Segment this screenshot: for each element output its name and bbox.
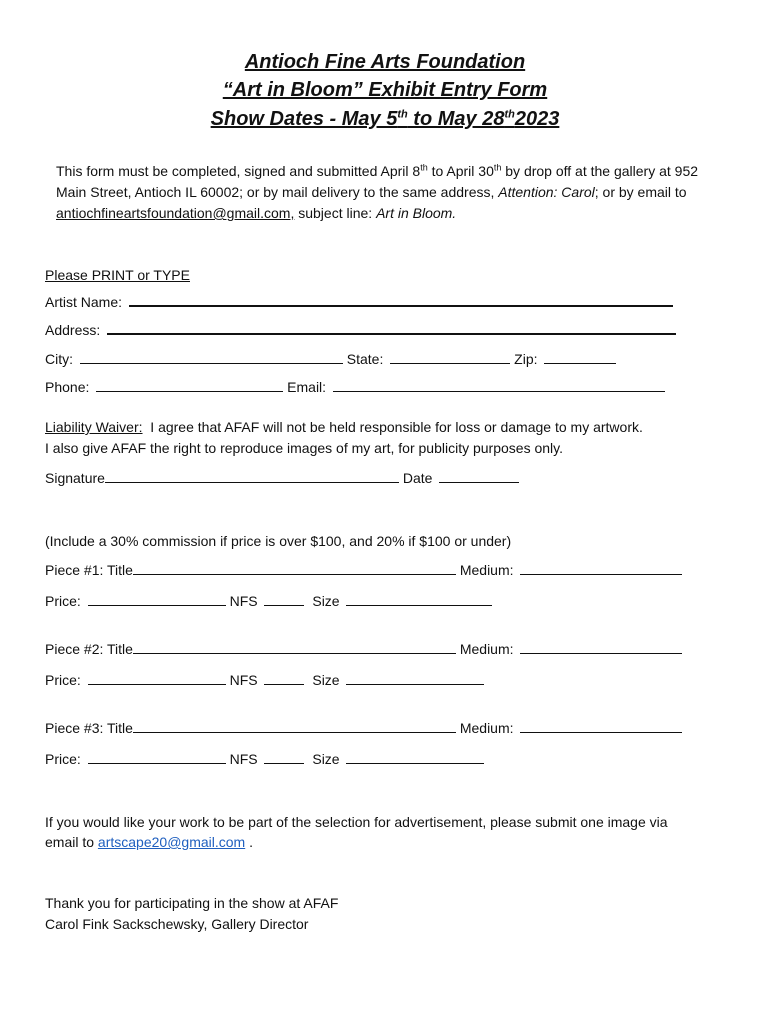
director-signoff: Carol Fink Sackschewsky, Gallery Director: [45, 916, 309, 932]
instructions-paragraph: This form must be completed, signed and submitted April 8th to April 30th by drop off at the gallery at 952 Main Street, Antioch IL 60002; or by mail delivery to the same address, Attention: Carol; or by email to antiochfineartsfoundation@gmail.com, subject line: Art in Bloom.: [56, 162, 699, 221]
piece-3-medium-field[interactable]: [520, 719, 682, 733]
advertisement-line-1: If you would like your work to be part of the selection for advertisement, please submit one image via: [45, 814, 668, 830]
waiver-line-1: Liability Waiver: I agree that AFAF will not be held responsible for loss or damage to my artwork.: [45, 419, 643, 435]
foundation-email-link[interactable]: antiochfineartsfoundation@gmail.com,: [56, 205, 295, 221]
piece-1-size-field[interactable]: [346, 592, 492, 606]
piece-3-size-field[interactable]: [346, 750, 484, 764]
signature-row: Signature Date: [45, 468, 519, 488]
date-field[interactable]: [439, 469, 519, 483]
piece-1-title-field[interactable]: [133, 561, 456, 575]
piece-1-medium-field[interactable]: [520, 561, 682, 575]
piece-3-nfs-field[interactable]: [264, 750, 304, 764]
piece-2-title-field[interactable]: [133, 640, 456, 654]
organization-title: Antioch Fine Arts Foundation: [244, 51, 526, 73]
show-dates: Show Dates - May 5th to May 28th2023: [210, 108, 560, 130]
artist-name-field[interactable]: [129, 292, 673, 307]
address-row: Address:: [45, 320, 676, 340]
address-field[interactable]: [107, 320, 676, 335]
piece-3-title-field[interactable]: [133, 719, 456, 733]
print-instruction: Please PRINT or TYPE: [45, 267, 190, 283]
piece-2-nfs-field[interactable]: [264, 671, 304, 685]
zip-field[interactable]: [544, 350, 616, 364]
piece-2-price-row: Price: NFS Size: [45, 670, 484, 690]
piece-1-title-row: Piece #1: Title Medium:: [45, 560, 682, 580]
commission-note: (Include a 30% commission if price is over $100, and 20% if $100 or under): [45, 533, 512, 549]
piece-3-title-row: Piece #3: Title Medium:: [45, 718, 682, 738]
thank-you-line: Thank you for participating in the show at AFAF: [45, 895, 339, 911]
phone-field[interactable]: [96, 378, 283, 392]
city-field[interactable]: [80, 350, 343, 364]
piece-1-nfs-field[interactable]: [264, 592, 304, 606]
piece-1-price-field[interactable]: [88, 592, 226, 606]
advertisement-line-2: email to artscape20@gmail.com .: [45, 834, 253, 850]
piece-2-size-field[interactable]: [346, 671, 484, 685]
piece-2-title-row: Piece #2: Title Medium:: [45, 639, 682, 659]
signature-field[interactable]: [105, 469, 399, 483]
piece-1-price-row: Price: NFS Size: [45, 591, 492, 611]
piece-3-price-field[interactable]: [88, 750, 226, 764]
state-field[interactable]: [390, 350, 510, 364]
piece-2-medium-field[interactable]: [520, 640, 682, 654]
city-state-zip-row: City: State: Zip:: [45, 349, 616, 369]
artscape-email-link[interactable]: artscape20@gmail.com: [97, 834, 246, 850]
email-field[interactable]: [333, 378, 665, 392]
waiver-line-2: I also give AFAF the right to reproduce images of my art, for publicity purposes only.: [45, 440, 563, 456]
form-title: “Art in Bloom” Exhibit Entry Form: [222, 79, 548, 101]
piece-3-price-row: Price: NFS Size: [45, 749, 484, 769]
phone-email-row: Phone: Email:: [45, 377, 665, 397]
artist-name-row: Artist Name:: [45, 292, 673, 312]
piece-2-price-field[interactable]: [88, 671, 226, 685]
